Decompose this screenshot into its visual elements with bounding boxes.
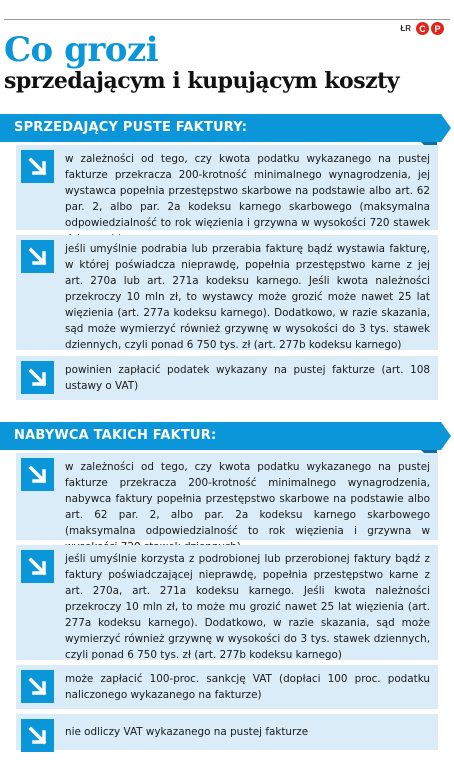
list-item	[16, 665, 438, 709]
item-text: w zależności od tego, czy kwota podatku wykazanego na pustej fakturze przekracza 200-krotność minimalnego wynagrodzenia, jej wystawca popełnia przestępstwo skarbowe na podstawie albo art. 62 par. 2, albo par. 2a kodeksu karnego skarbowego (maksymalna odpowiedzialność to rok więzienia i grzywna w wysokości 720 stawek	[65, 153, 430, 229]
list-item	[16, 714, 438, 750]
section-heading-label: NABYWCA TAKICH FAKTUR:	[14, 428, 217, 443]
section-heading-buyers	[0, 422, 441, 450]
list-item	[16, 356, 438, 400]
page-title: Co grozi	[4, 30, 159, 70]
item-text: jeśli umyślnie korzysta z podrobionej lub przerobionej faktury bądź z faktury poświadczającej nieprawdę, popełnia przestępstwo karne z art. 270a, art. 271a kodeksu karnego. Jeśli kwota należności przekroczy 10 mln zł, to może mu grozić nawet 25 lat więzienia (art. 277a kodeksu karnego). Dodatkowo, w razie skazania, sąd może wymierzyć również grzywnę w wysokości do 3 tys. stawek dziennych, czyli ponad 6 750 tys. zł (art. 277b kodeksu karnego)	[65, 553, 430, 661]
arrow-down-right-icon	[21, 240, 54, 273]
item-text: powinien zapłacić podatek wykazany na pustej fakturze (art. 108 ustawy o VAT)	[65, 364, 430, 392]
publisher-logo	[400, 22, 444, 35]
arrow-down-right-icon	[21, 719, 54, 752]
item-text: jeśli umyślnie podrabia lub przerabia fakturę bądź wystawia fakturę, w której poświadcza nieprawdę, popełnia przestępstwo karne z jej art. 270a lub art. 271a kodeksu karnego. Jeśli kwota należności przekroczy 10 mln zł, to wystawcy może grozić może nawet 25 lat więzienia (art. 277a kodeksu karnego). Dodatkowo, w razie skazania, sąd może wymierzyć również grzywnę w wysokości do 3 tys. stawek dziennych, czyli ponad 6 750 tys. zł (art. 277b kodeksu karnego)	[65, 243, 430, 351]
section-heading-label: SPRZEDAJĄCY PUSTE FAKTURY:	[14, 120, 248, 135]
list-item	[16, 145, 438, 230]
logo-badge-p: P	[431, 22, 444, 35]
arrow-down-right-icon	[21, 361, 54, 394]
item-text: może zapłacić 100-proc. sankcję VAT (dopłaci 100 proc. podatku naliczonego wykazanego na fakturze)	[65, 673, 430, 701]
item-text: w zależności od tego, czy kwota podatku wykazanego na pustej fakturze przekracza 200-krotność minimalnego wynagrodzenia, nabywca faktury popełnia przestępstwo skarbowe na podstawie albo art. 62 par. 2, albo par. 2a kodeksu karnego skarbowego (maksymalna odpowiedzialność to rok więzienia i grzywna w	[65, 461, 430, 537]
logo-initials: ŁR	[400, 24, 411, 33]
item-text: nie odliczy VAT wykazanego na pustej fakturze	[65, 726, 309, 738]
section-heading-sellers	[0, 114, 441, 142]
page-subtitle: sprzedającym i kupującym koszty	[4, 68, 400, 94]
arrow-down-right-icon	[21, 670, 54, 703]
arrow-down-right-icon	[21, 458, 54, 491]
list-item	[16, 453, 438, 540]
list-item	[16, 235, 438, 350]
top-rule	[4, 19, 450, 20]
logo-badge-c: C	[416, 22, 429, 35]
arrow-down-right-icon	[21, 550, 54, 583]
list-item	[16, 545, 438, 660]
arrow-down-right-icon	[21, 150, 54, 183]
